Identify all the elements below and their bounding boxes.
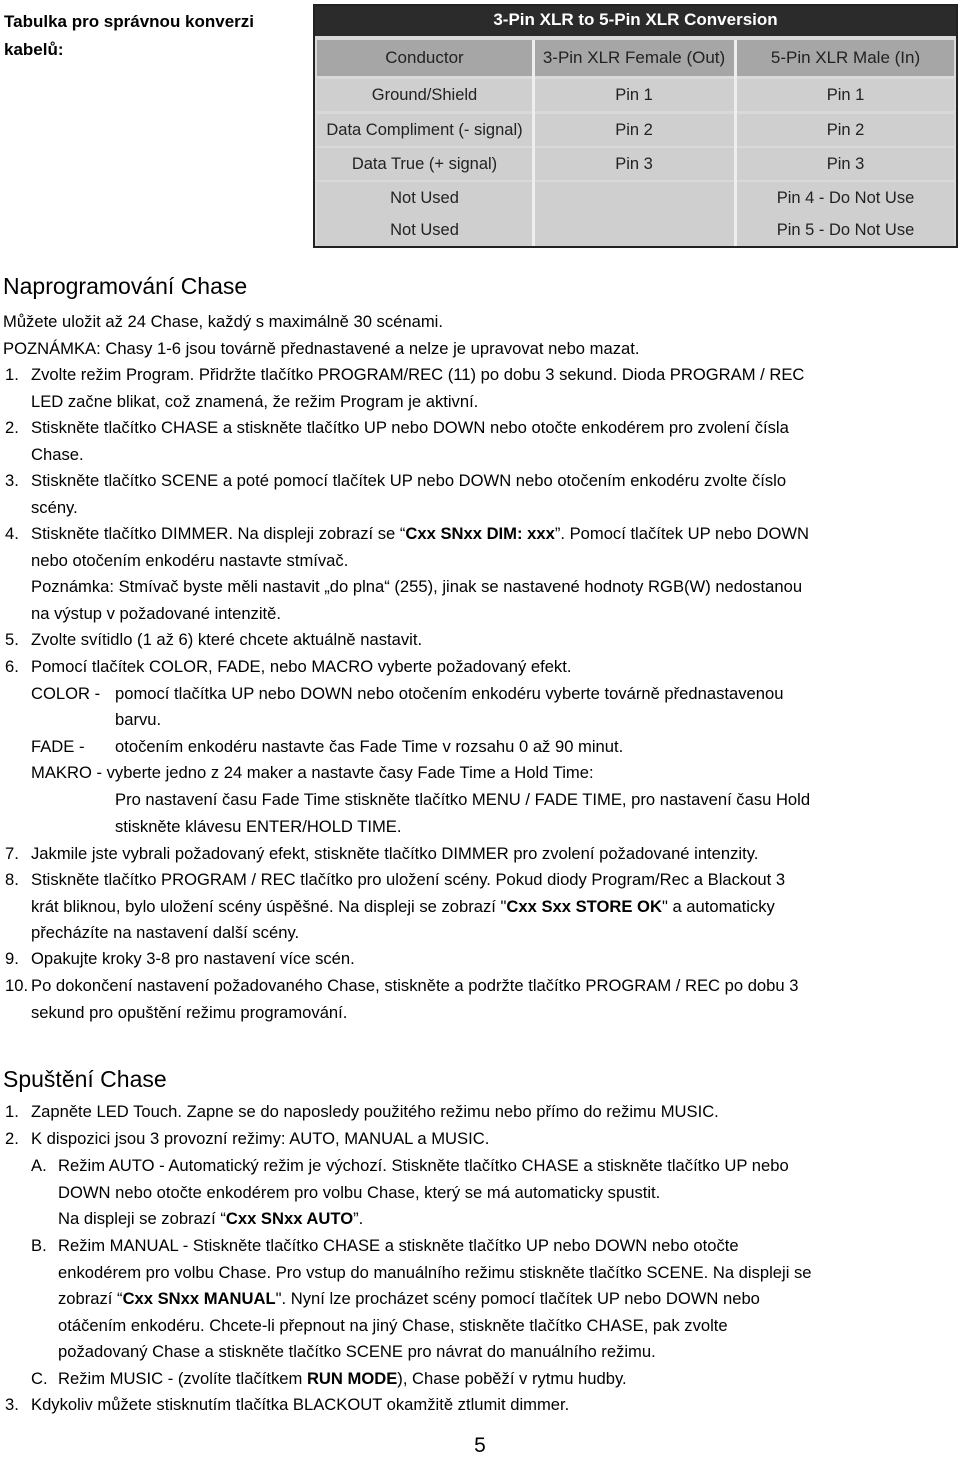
page-number: 5 [474, 1434, 486, 1457]
mode-text: požadovaný Chase a stiskněte tlačítko SCENE pro návrat do manuálního režimu. [58, 1342, 656, 1361]
column-divider [734, 40, 737, 246]
mode-text: enkodérem pro volbu Chase. Pro vstup do manuálního režimu stiskněte tlačítko SCENE. Na displeji se [58, 1263, 812, 1282]
mode-text [58, 1286, 760, 1313]
table-cell: Pin 1 [615, 86, 653, 104]
display-readout: Cxx Sxx STORE OK [506, 897, 662, 916]
note-text: POZNÁMKA: Chasy 1-6 jsou továrně přednastavené a nelze je upravovat nebo mazat. [3, 339, 640, 358]
text-segment: ”. [353, 1209, 364, 1228]
step-text [31, 894, 775, 921]
display-readout: Cxx SNxx DIM: xxx [405, 524, 555, 543]
step-text: nebo otočením enkodéru nastavte stmívač. [31, 551, 349, 570]
makro-description: Pro nastavení času Fade Time stiskněte tlačítko MENU / FADE TIME, pro nastavení času Hold [115, 790, 811, 809]
step-text: sekund pro opuštění režimu programování. [31, 1003, 348, 1022]
step-text: Zvolte režim Program. Přidržte tlačítko PROGRAM/REC (11) po dobu 3 sekund. Dioda PROGRAM / REC [31, 365, 805, 384]
fade-label: FADE - [31, 737, 85, 756]
table-cell: Not Used [390, 189, 459, 207]
table-cell: Data True (+ signal) [351, 155, 498, 173]
table-row [317, 148, 954, 180]
table-cell: Data Compliment (- signal) [326, 121, 523, 139]
table-cell: Pin 4 - Do Not Use [776, 189, 915, 207]
table-row [317, 114, 954, 146]
step-text: LED začne blikat, což znamená, že režim Program je aktivní. [31, 392, 479, 411]
step-text: Jakmile jste vybrali požadovaný efekt, stiskněte tlačítko DIMMER pro zvolení požadované intenzity. [31, 844, 759, 863]
mode-letter: A. [31, 1156, 47, 1175]
makro-description: stiskněte klávesu ENTER/HOLD TIME. [115, 817, 402, 836]
step-text: Zvolte svítidlo (1 až 6) které chcete aktuálně nastavit. [31, 630, 423, 649]
step-number: 3. [5, 1395, 19, 1414]
makro-description: MAKRO - vyberte jedno z 24 maker a nastavte časy Fade Time a Hold Time: [31, 763, 594, 782]
step-number: 3. [5, 471, 19, 490]
table-cell: Pin 2 [615, 121, 653, 139]
table-header-cell: Conductor [385, 48, 464, 67]
fade-description: otočením enkodéru nastavte čas Fade Time v rozsahu 0 až 90 minut. [115, 737, 624, 756]
section-heading-programming: Naprogramování Chase [3, 273, 248, 299]
mode-letter: B. [31, 1236, 47, 1255]
step-text: Po dokončení nastavení požadovaného Chase, stiskněte a podržte tlačítko PROGRAM / REC po dobu 3 [31, 976, 799, 995]
step-text: přecházíte na nastavení další scény. [31, 923, 300, 942]
display-readout: Cxx SNxx AUTO [225, 1209, 354, 1228]
step-number: 4. [5, 524, 19, 543]
step-text: Kdykoliv můžete stisknutím tlačítka BLACKOUT okamžitě ztlumit dimmer. [31, 1395, 570, 1414]
table-cell: Pin 1 [826, 86, 865, 104]
step-text: Stiskněte tlačítko PROGRAM / REC tlačítko pro uložení scény. Pokud diody Program/Rec a Blackout 3 [31, 870, 786, 889]
color-label: COLOR - [31, 684, 101, 703]
step-text: Zapněte LED Touch. Zapne se do naposledy použitého režimu nebo přímo do režimu MUSIC. [31, 1102, 719, 1121]
intro-text: Můžete uložit až 24 Chase, každý s maximálně 30 scénami. [3, 312, 443, 331]
step-number: 5. [5, 630, 19, 649]
mode-letter: C. [31, 1369, 48, 1388]
step-number: 10. [5, 976, 29, 995]
table-cell: Pin 2 [826, 121, 865, 139]
mode-text [58, 1366, 627, 1393]
step-number: 9. [5, 949, 19, 968]
step-number: 1. [5, 1102, 19, 1121]
mode-text: DOWN nebo otočte enkodérem pro volbu Chase, který se má automaticky spustit. [58, 1183, 661, 1202]
step-text: Stiskněte tlačítko CHASE a stiskněte tlačítko UP nebo DOWN nebo otočte enkodérem pro zvolení čísla [31, 418, 789, 437]
step-number: 6. [5, 657, 19, 676]
step-text: scény. [31, 498, 78, 517]
table-caption: Tabulka pro správnou konverzi kabelů: [4, 12, 255, 59]
table-cell: Pin 3 [826, 155, 865, 173]
table-header-cell: 3-Pin XLR Female (Out) [542, 48, 726, 67]
text-segment: ". Nyní lze procházet scény pomocí tlačítek UP nebo DOWN nebo [275, 1289, 760, 1308]
step-number: 2. [5, 1129, 19, 1148]
table-cell: Pin 5 - Do Not Use [776, 221, 915, 239]
text-segment: ”. Pomocí tlačítek UP nebo DOWN [554, 524, 810, 543]
text-segment: Stiskněte tlačítko DIMMER. Na displeji zobrazí se “ [31, 524, 406, 543]
step-text: Chase. [31, 445, 84, 464]
step-text: Stiskněte tlačítko SCENE a poté pomocí tlačítek UP nebo DOWN nebo otočením enkodéru zvolte číslo [31, 471, 787, 490]
xlr-conversion-table [313, 4, 958, 248]
mode-text: Režim MANUAL - Stiskněte tlačítko CHASE a stiskněte tlačítko UP nebo DOWN nebo otočte [58, 1236, 739, 1255]
color-description: barvu. [115, 710, 162, 729]
table-row [317, 79, 954, 111]
table-cell: Pin 3 [615, 155, 653, 173]
button-name: RUN MODE [306, 1369, 398, 1388]
step-number: 8. [5, 870, 19, 889]
color-description: pomocí tlačítka UP nebo DOWN nebo otočením enkodéru vyberte továrně přednastavenou [115, 684, 784, 703]
step-text: Opakujte kroky 3-8 pro nastavení více scén. [31, 949, 355, 968]
mode-text [58, 1206, 363, 1233]
mode-text: otáčením enkodéru. Chcete-li přepnout na jiný Chase, stiskněte tlačítko CHASE, pak zvolte [58, 1316, 728, 1335]
table-title: 3-Pin XLR to 5-Pin XLR Conversion [315, 6, 956, 36]
section-heading-running: Spuštění Chase [3, 1066, 167, 1092]
table-cell: Not Used [390, 221, 459, 239]
display-readout: Cxx SNxx MANUAL [122, 1289, 276, 1308]
step-number: 2. [5, 418, 19, 437]
table-row [317, 214, 954, 246]
step-note: Poznámka: Stmívač byste měli nastavit „do plna“ (255), jinak se nastavené hodnoty RGB(W) nedostanou [31, 577, 803, 596]
table-row [317, 182, 954, 214]
column-divider [532, 40, 535, 246]
step-note: na výstup v požadované intenzitě. [31, 604, 281, 623]
text-segment: zobrazí “ [58, 1289, 123, 1308]
step-number: 7. [5, 844, 19, 863]
step-text: K dispozici jsou 3 provozní režimy: AUTO, MANUAL a MUSIC. [31, 1129, 490, 1148]
text-segment: " a automaticky [661, 897, 775, 916]
step-number: 1. [5, 365, 19, 384]
table-header-row [317, 40, 954, 76]
step-text [31, 521, 809, 548]
mode-text: Režim AUTO - Automatický režim je výchozí. Stiskněte tlačítko CHASE a stiskněte tlačítko UP nebo [58, 1156, 789, 1175]
table-header-cell: 5-Pin XLR Male (In) [770, 48, 921, 67]
table-cell: Ground/Shield [371, 86, 478, 104]
text-segment: krát bliknou, bylo uložení scény úspěšné. Na displeji se zobrazí " [31, 897, 507, 916]
text-segment: Na displeji se zobrazí “ [58, 1209, 226, 1228]
text-segment: Režim MUSIC - (zvolíte tlačítkem [58, 1369, 307, 1388]
text-segment: ), Chase poběží v rytmu hudby. [397, 1369, 627, 1388]
step-text: Pomocí tlačítek COLOR, FADE, nebo MACRO vyberte požadovaný efekt. [31, 657, 572, 676]
